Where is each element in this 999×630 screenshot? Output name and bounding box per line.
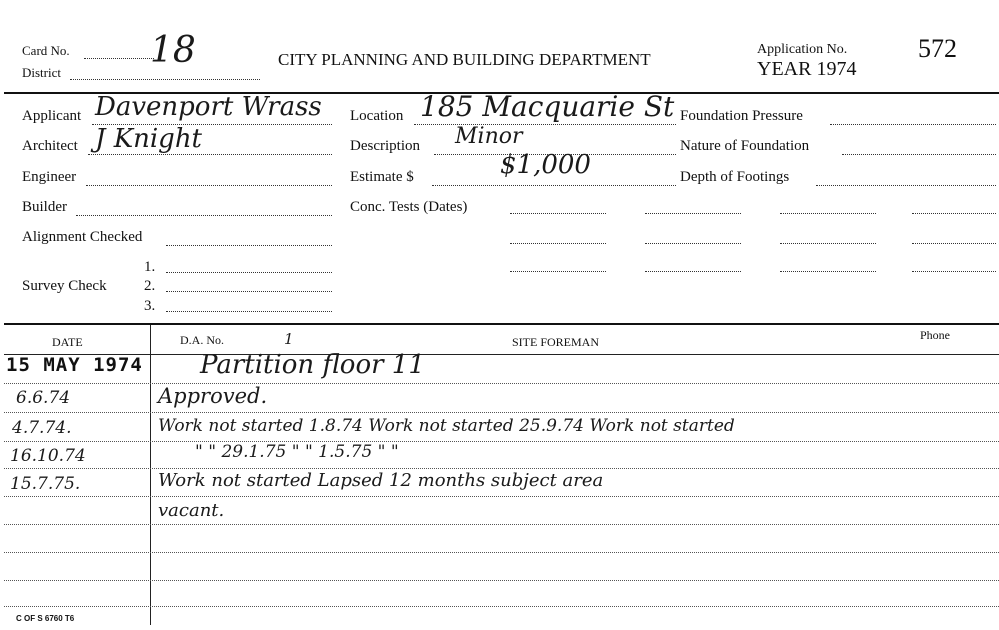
estimate-value: $1,000	[500, 150, 591, 180]
row-line	[4, 606, 999, 607]
conc-line-3d	[912, 271, 996, 272]
description-value: Minor	[455, 124, 523, 149]
location-value: 185 Macquarie St	[420, 90, 675, 123]
card-no-line	[84, 58, 154, 59]
nature-foundation-line	[842, 154, 996, 155]
architect-line	[88, 154, 332, 155]
survey-2-line	[166, 291, 332, 292]
log-top-rule	[4, 323, 999, 325]
conc-line-3a	[510, 271, 606, 272]
alignment-line	[166, 245, 332, 246]
da-no-header: D.A. No.	[180, 333, 224, 347]
builder-line	[76, 215, 332, 216]
row-line	[4, 552, 999, 553]
conc-line-2d	[912, 243, 996, 244]
architect-label: Architect	[22, 138, 78, 154]
nature-foundation-label: Nature of Foundation	[680, 138, 810, 154]
description-label: Description	[350, 138, 420, 154]
application-no-label: Application No.	[757, 42, 848, 57]
log-date: 16.10.74	[10, 446, 86, 466]
survey-check-label: Survey Check	[22, 278, 107, 294]
applicant-label: Applicant	[22, 108, 82, 124]
alignment-label: Alignment Checked	[22, 229, 143, 245]
department-title: CITY PLANNING AND BUILDING DEPARTMENT	[278, 50, 651, 69]
card-no-value: 18	[150, 30, 196, 71]
conc-line-1c	[780, 213, 876, 214]
estimate-label: Estimate $	[350, 169, 414, 185]
architect-value: J Knight	[95, 124, 203, 154]
row-line	[4, 441, 999, 442]
foundation-pressure-line	[830, 124, 996, 125]
location-line	[414, 124, 676, 125]
district-line	[70, 79, 260, 80]
location-label: Location	[350, 108, 404, 124]
form-code: C OF S 6760 T6	[16, 614, 75, 623]
row-line	[4, 524, 999, 525]
log-entry: Partition floor 11	[200, 350, 425, 380]
conc-line-2a	[510, 243, 606, 244]
date-stamp: 15 MAY 1974	[6, 354, 143, 376]
log-header-rule	[4, 354, 999, 355]
row-line	[4, 496, 999, 497]
phone-header: Phone	[920, 328, 950, 342]
da-no-value: 1	[284, 330, 294, 348]
depth-footings-line	[816, 185, 996, 186]
depth-footings-label: Depth of Footings	[680, 169, 790, 185]
application-no-value: 572	[918, 34, 957, 63]
row-line	[4, 412, 999, 413]
date-header: DATE	[52, 335, 83, 349]
engineer-label: Engineer	[22, 169, 77, 185]
builder-label: Builder	[22, 199, 67, 215]
log-entry: Approved.	[158, 384, 268, 408]
conc-line-1d	[912, 213, 996, 214]
foundation-pressure-label: Foundation Pressure	[680, 108, 803, 124]
survey-3-line	[166, 311, 332, 312]
district-label: District	[22, 65, 61, 80]
applicant-value: Davenport Wrass	[95, 92, 322, 122]
log-entry: " " 29.1.75 " " 1.5.75 " "	[195, 442, 399, 462]
conc-line-1a	[510, 213, 606, 214]
log-entry: Work not started Lapsed 12 months subject area	[158, 470, 604, 491]
year-label: YEAR 1974	[757, 58, 857, 80]
log-entry: vacant.	[158, 500, 225, 521]
site-foreman-header: SITE FOREMAN	[512, 335, 600, 349]
conc-line-1b	[645, 213, 741, 214]
log-date: 4.7.74.	[12, 418, 72, 438]
conc-line-2b	[645, 243, 741, 244]
survey-1-label: 1.	[144, 259, 156, 275]
conc-tests-label: Conc. Tests (Dates)	[350, 199, 468, 215]
row-line	[4, 383, 999, 384]
log-date: 6.6.74	[16, 388, 71, 408]
card-no-label: Card No.	[22, 43, 70, 58]
engineer-line	[86, 185, 332, 186]
estimate-line	[432, 185, 676, 186]
row-line	[4, 468, 999, 469]
log-entry: Work not started 1.8.74 Work not started 25.9.74 Work not started	[158, 416, 735, 436]
row-line	[4, 580, 999, 581]
conc-line-3c	[780, 271, 876, 272]
conc-line-2c	[780, 243, 876, 244]
survey-3-label: 3.	[144, 298, 156, 314]
conc-line-3b	[645, 271, 741, 272]
survey-2-label: 2.	[144, 278, 156, 294]
log-date: 15.7.75.	[10, 474, 81, 494]
survey-1-line	[166, 272, 332, 273]
